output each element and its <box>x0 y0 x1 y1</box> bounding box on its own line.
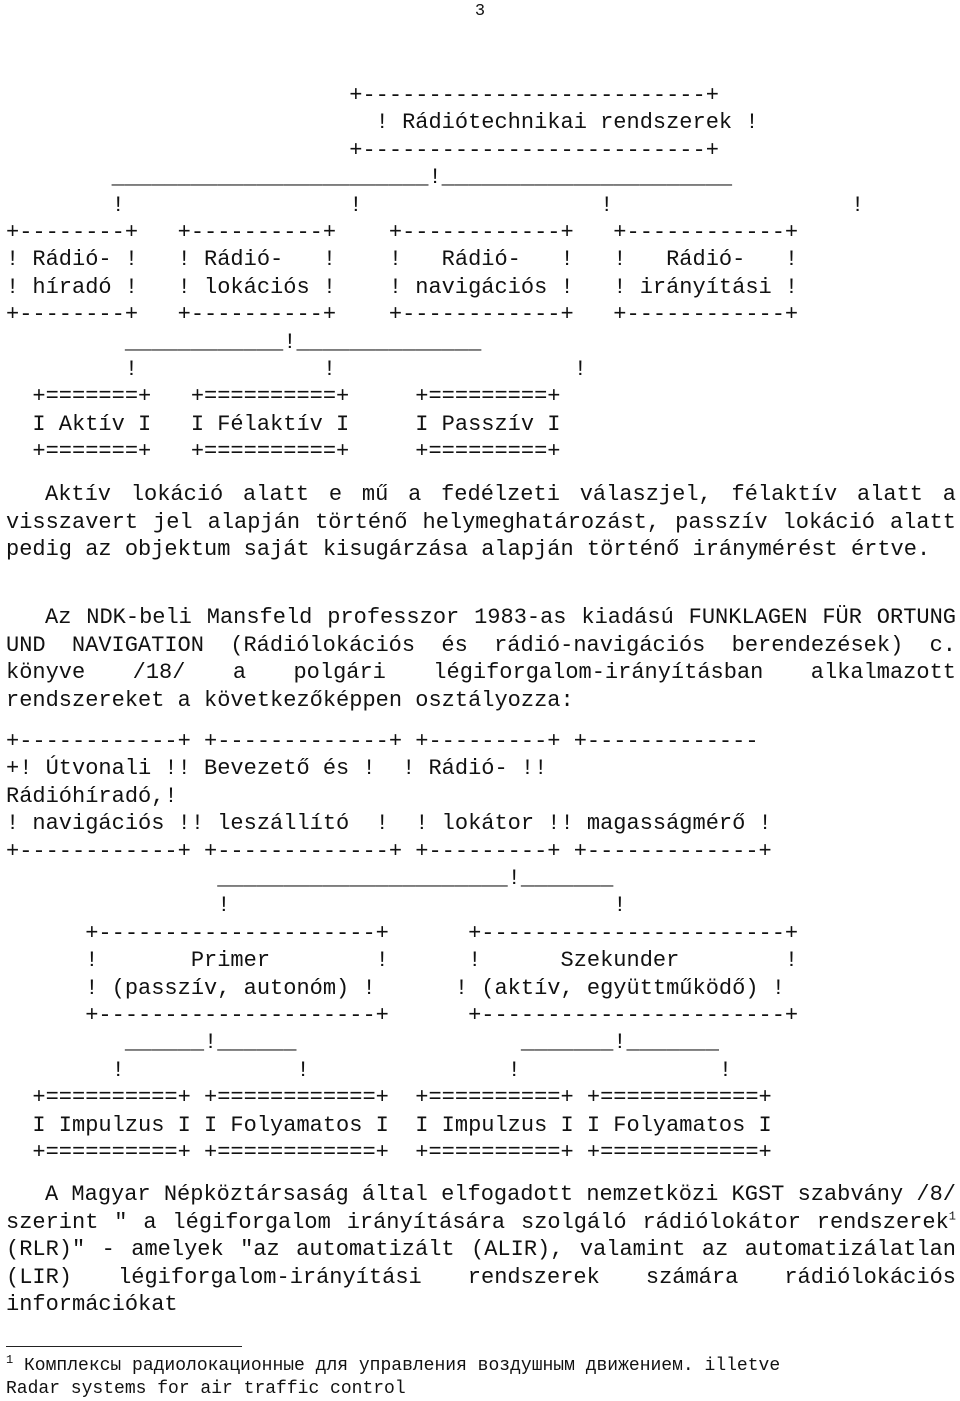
paragraph-mansfeld <box>6 604 956 714</box>
paragraph-text: A Magyar Népköztársaság által elfogadott nemzetközi KGST szabvány /8/ szerint " a légiforgalom irányítására szolgáló rádiólokátor rendszerek <box>6 1182 956 1235</box>
paragraph-text: Az NDK-beli Mansfeld professzor 1983-as kiadású FUNKLAGEN FÜR ORTUNG UND NAVIGATION (Rádiólokációs és rádió-navigációs berendezések) c. könyve /18/ a polgári légiforgalom-irányításban alkalmazott rendszereket a következőképpen osztályozza: <box>6 605 956 713</box>
diagram1-line: ____________!______________ <box>6 329 482 355</box>
paragraph-text-continued: (RLR)" - amelyek "az automatizált (ALIR), valamint az automatizálatlan (LIR) légiforgalom-irányítási rendszerek számára rádiólokációs információkat <box>6 1237 956 1317</box>
classification-diagram <box>6 728 798 1167</box>
diagram1-line: +=======+ +==========+ +=========+ <box>6 384 561 410</box>
page-number: 3 <box>474 2 486 21</box>
diagram2-line: +! Útvonali !! Bevezető és ! ! Rádió- !! <box>6 756 548 782</box>
diagram2-line: +------------+ +-------------+ +---------+ +-------------+ <box>6 838 772 864</box>
footnote <box>6 1355 956 1401</box>
diagram1-line: ! Rádió- ! ! Rádió- ! ! Rádió- ! ! Rádió- ! <box>6 247 799 273</box>
diagram2-line: +==========+ +============+ +==========+ +============+ <box>6 1085 772 1111</box>
diagram2-line: +------------+ +-------------+ +---------+ +------------- <box>6 729 759 754</box>
diagram2-line: ______!______ _______!_______ <box>6 1030 719 1056</box>
diagram2-line: ! Primer ! ! Szekunder ! <box>6 948 799 974</box>
paragraph-text: Aktív lokáció alatt e mű a fedélzeti válaszjel, félaktív alatt a visszavert jel alapján történő helymeghatározást, passzív lokáció alatt pedig az objektum saját kisugárzása alapján történő iránymérést értve. <box>6 482 956 562</box>
footnote-reference: 1 <box>948 1209 956 1224</box>
footnote-mark: 1 <box>6 1353 14 1367</box>
diagram1-line: +=======+ +==========+ +=========+ <box>6 439 561 465</box>
diagram2-line: ______________________!_______ <box>6 866 614 892</box>
diagram2-line: +==========+ +============+ +==========+ +============+ <box>6 1140 772 1166</box>
diagram1-line: ________________________!______________________ <box>6 165 733 191</box>
diagram2-line: ! (passzív, autonóm) ! ! (aktív, együttműködő) ! <box>6 975 785 1001</box>
diagram1-line: +--------+ +----------+ +------------+ +------------+ <box>6 302 799 328</box>
footnote-text-line2: Radar systems for air traffic control <box>6 1379 406 1399</box>
diagram1-line: +--------------------------+ <box>6 83 719 108</box>
diagram1-line: ! ! ! ! <box>6 192 865 218</box>
diagram1-line: +--------------------------+ <box>6 137 719 163</box>
diagram2-line: +---------------------+ +-----------------------+ <box>6 920 799 946</box>
paragraph-lokacio-definition <box>6 481 956 564</box>
diagram1-line: ! híradó ! ! lokációs ! ! navigációs ! ! irányítási ! <box>6 274 799 300</box>
diagram2-line: ! ! ! ! <box>6 1057 733 1083</box>
diagram2-line: I Impulzus I I Folyamatos I I Impulzus I I Folyamatos I <box>6 1112 772 1138</box>
diagram1-line: ! ! ! <box>6 357 587 383</box>
paragraph-kgst-standard <box>6 1181 956 1319</box>
diagram1-line: I Aktív I I Félaktív I I Passzív I <box>6 411 561 437</box>
footnote-separator <box>6 1346 242 1347</box>
diagram2-line: ! navigációs !! leszállító ! ! lokátor !! magasságmérő ! <box>6 811 772 837</box>
diagram2-line: ! ! <box>6 893 627 919</box>
radio-systems-diagram <box>6 82 864 466</box>
diagram2-line: +---------------------+ +-----------------------+ <box>6 1003 799 1029</box>
diagram2-line: Rádióhíradó,! <box>6 783 178 809</box>
footnote-text-line1: Комплексы радиолокационные для управления воздушным движением. illetve <box>13 1356 781 1376</box>
diagram1-line: ! Rádiótechnikai rendszerek ! <box>6 110 759 136</box>
diagram1-line: +--------+ +----------+ +------------+ +------------+ <box>6 220 799 246</box>
